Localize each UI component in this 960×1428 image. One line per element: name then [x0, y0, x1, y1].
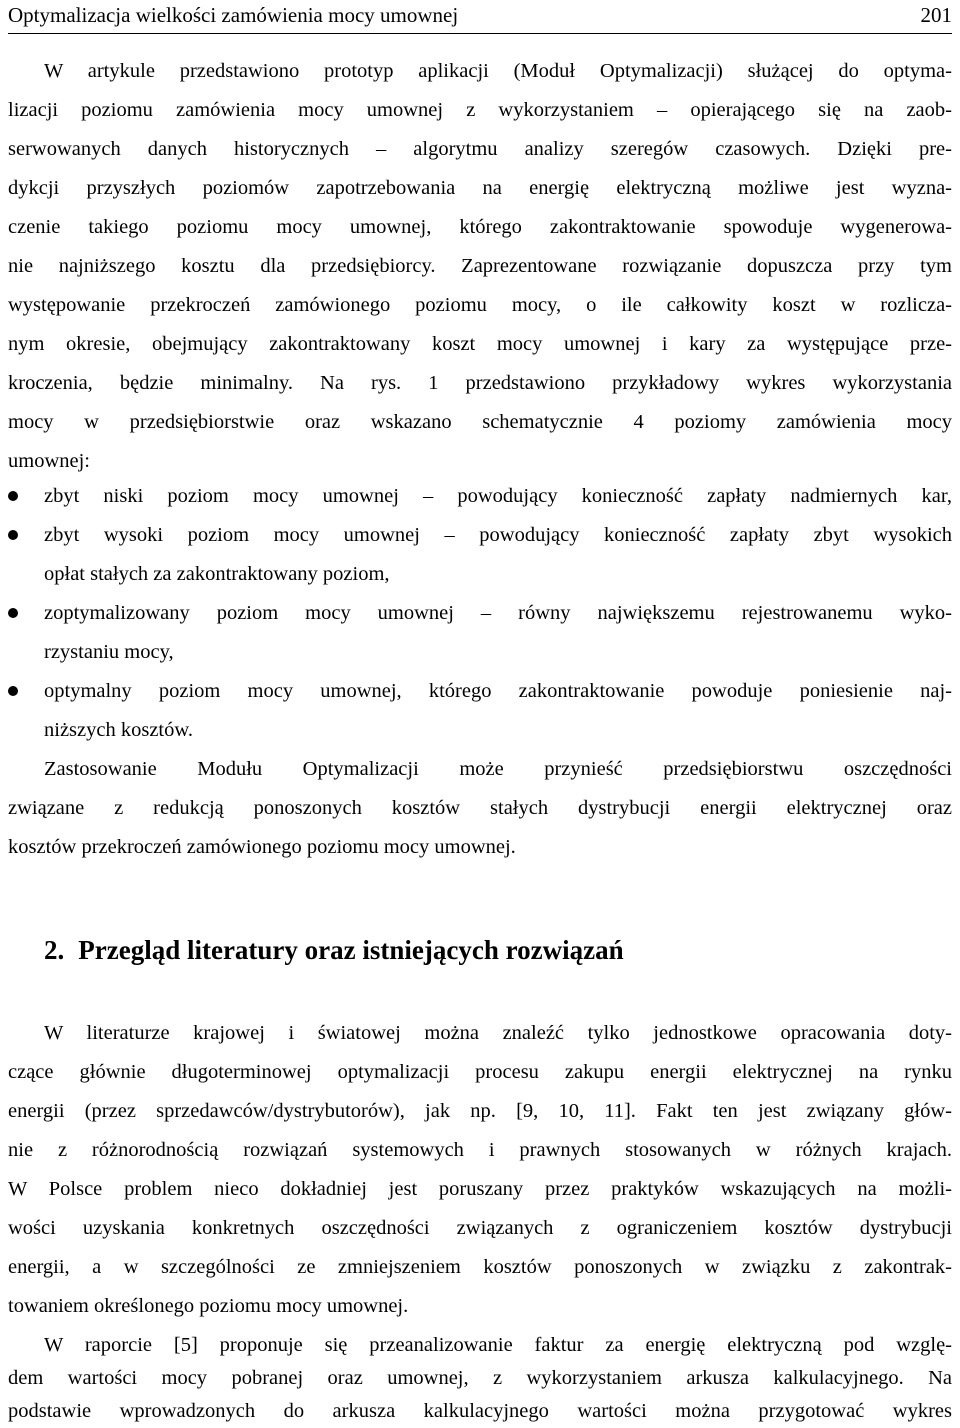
text-line: podstawie wprowadzonych do arkusza kalkulacyjnego wartości można przygotować wykres — [8, 1400, 952, 1422]
text-line: Zastosowanie Modułu Optymalizacji może przynieść przedsiębiorstwu oszczędności — [44, 758, 952, 780]
list-item: optymalny poziom mocy umownej, którego zakontraktowanie powoduje poniesienie naj- — [44, 680, 952, 702]
bullet-dot-icon — [8, 608, 18, 618]
section-title: Przegląd literatury oraz istniejących rozwiązań — [78, 935, 624, 965]
list-item: zoptymalizowany poziom mocy umownej – równy największemu rejestrowanemu wyko- — [44, 602, 952, 624]
text-line: towaniem określonego poziomu mocy umownej. — [8, 1295, 409, 1317]
bullet-dot-icon — [8, 530, 18, 540]
text-line: mocy w przedsiębiorstwie oraz wskazano schematycznie 4 poziomy zamówienia mocy — [8, 411, 952, 433]
running-header — [8, 2, 952, 34]
text-line: czenie takiego poziomu mocy umownej, którego zakontraktowanie spowoduje wygenerowa- — [8, 216, 952, 238]
text-line: nie najniższego kosztu dla przedsiębiorcy. Zaprezentowane rozwiązanie dopuszcza przy tym — [8, 255, 952, 277]
text-line: związane z redukcją ponoszonych kosztów stałych dystrybucji energii elektrycznej oraz — [8, 797, 952, 819]
running-title: Optymalizacja wielkości zamówienia mocy umownej — [8, 3, 459, 27]
text-line: umownej: — [8, 450, 90, 472]
text-line: energii, a w szczególności ze zmniejszeniem kosztów ponoszonych w związku z zakontrak- — [8, 1256, 952, 1278]
text-line: nym okresie, obejmujący zakontraktowany koszt mocy umownej i kary za występujące prze- — [8, 333, 952, 355]
text-line: kosztów przekroczeń zamówionego poziomu mocy umownej. — [8, 836, 516, 858]
text-line: lizacji poziomu zamówienia mocy umownej z wykorzystaniem – opierającego się na zaob- — [8, 99, 952, 121]
list-item: zbyt niski poziom mocy umownej – powodujący konieczność zapłaty nadmiernych kar, — [44, 485, 952, 507]
text-line: występowanie przekroczeń zamówionego poziomu mocy, o ile całkowity koszt w rozlicza- — [8, 294, 952, 316]
text-line: W artykule przedstawiono prototyp aplikacji (Moduł Optymalizacji) służącej do optyma- — [44, 60, 952, 82]
text-line: serwowanych danych historycznych – algorytmu analizy szeregów czasowych. Dzięki pre- — [8, 138, 952, 160]
text-line: W Polsce problem nieco dokładniej jest poruszany przez praktyków wskazujących na możli- — [8, 1178, 952, 1200]
bullet-dot-icon — [8, 491, 18, 501]
section-number: 2. — [44, 935, 65, 965]
text-line: W raporcie [5] proponuje się przeanalizowanie faktur za energię elektryczną pod wzglę- — [44, 1334, 952, 1356]
text-line: wości uzyskania konkretnych oszczędności związanych z ograniczeniem kosztów dystrybucji — [8, 1217, 952, 1239]
list-item-continuation: niższych kosztów. — [44, 719, 193, 741]
list-item-continuation: rzystaniu mocy, — [44, 641, 174, 663]
page-number: 201 — [920, 3, 952, 27]
text-line: dykcji przyszłych poziomów zapotrzebowania na energię elektryczną możliwe jest wyzna- — [8, 177, 952, 199]
text-line: energii (przez sprzedawców/dystrybutorów), jak np. [9, 10, 11]. Fakt ten jest związany głów- — [8, 1100, 952, 1122]
bullet-dot-icon — [8, 686, 18, 696]
list-item: zbyt wysoki poziom mocy umownej – powodujący konieczność zapłaty zbyt wysokich — [44, 524, 952, 546]
text-line: nie z różnorodnością rozwiązań systemowych i prawnych stosowanych w różnych krajach. — [8, 1139, 952, 1161]
text-line: W literaturze krajowej i światowej można znaleźć tylko jednostkowe opracowania doty- — [44, 1022, 952, 1044]
text-line: kroczenia, będzie minimalny. Na rys. 1 przedstawiono przykładowy wykres wykorzystania — [8, 372, 952, 394]
list-item-continuation: opłat stałych za zakontraktowany poziom, — [44, 563, 390, 585]
section-heading — [44, 935, 624, 966]
text-line: dem wartości mocy pobranej oraz umownej, z wykorzystaniem arkusza kalkulacyjnego. Na — [8, 1367, 952, 1389]
text-line: czące głównie długoterminowej optymalizacji procesu zakupu energii elektrycznej na rynku — [8, 1061, 952, 1083]
